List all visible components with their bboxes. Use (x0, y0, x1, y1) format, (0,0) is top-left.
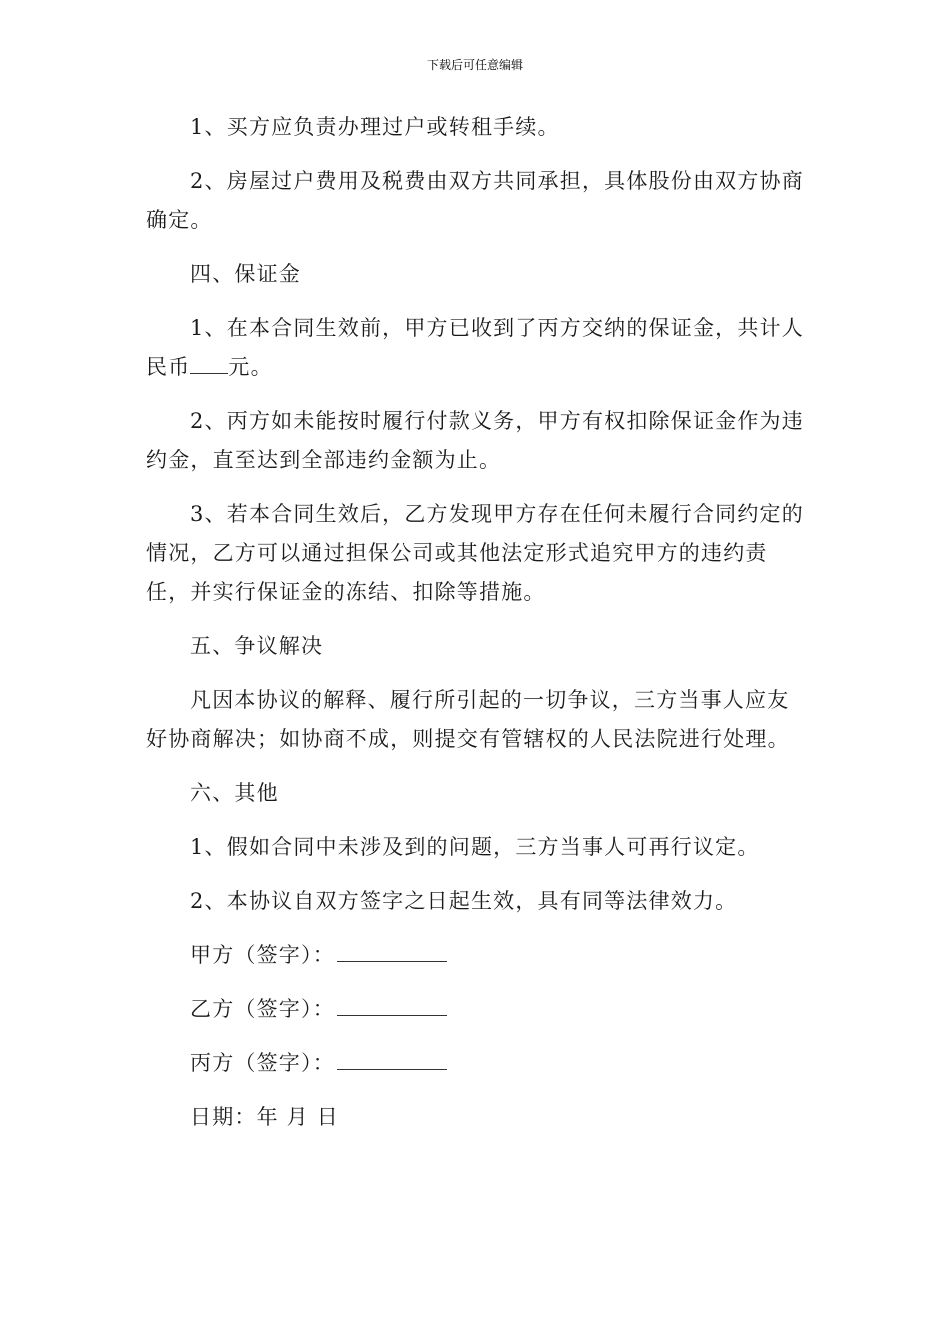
document-body (146, 108, 806, 1137)
signature-party-b (146, 990, 806, 1029)
signature-party-c-label: 丙方（签字）： (190, 1051, 335, 1075)
signature-party-a-label: 甲方（签字）： (190, 943, 335, 967)
signature-party-c (146, 1044, 806, 1083)
section-heading-deposit: 四、保证金 (190, 262, 301, 286)
clause-6-2: 2、本协议自双方签字之日起生效，具有同等法律效力。 (190, 889, 738, 913)
clause-3-1: 1、买方应负责办理过户或转租手续。 (190, 115, 560, 139)
clause-4-1 (146, 309, 806, 387)
signature-party-b-line (337, 993, 447, 1016)
section-heading-dispute: 五、争议解决 (190, 634, 324, 658)
clause-5: 凡因本协议的解释、履行所引起的一切争议，三方当事人应友好协商解决；如协商不成，则提交有管辖权的人民法院进行处理。 (146, 688, 790, 751)
signature-party-a (146, 936, 806, 975)
amount-blank (190, 351, 228, 374)
clause-6-1: 1、假如合同中未涉及到的问题，三方当事人可再行议定。 (190, 835, 760, 859)
signature-date: 日期：年 月 日 (190, 1105, 339, 1129)
clause-3-2: 2、房屋过户费用及税费由双方共同承担，具体股份由双方协商确定。 (146, 169, 804, 232)
clause-4-2: 2、丙方如未能按时履行付款义务，甲方有权扣除保证金作为违约金，直至达到全部违约金额为止。 (146, 409, 804, 472)
clause-4-1-unit: 元。 (228, 355, 273, 379)
page-header: 下载后可任意编辑 (426, 58, 523, 72)
signature-party-c-line (337, 1047, 447, 1070)
clause-4-3: 3、若本合同生效后，乙方发现甲方存在任何未履行合同约定的情况，乙方可以通过担保公司或其他法定形式追究甲方的违约责任，并实行保证金的冻结、扣除等措施。 (146, 502, 804, 604)
clause-4-1-text: 1、在本合同生效前，甲方已收到了丙方交纳的保证金，共计人民币 (146, 316, 804, 379)
signature-party-a-line (337, 939, 447, 962)
section-heading-other: 六、其他 (190, 781, 279, 805)
signature-party-b-label: 乙方（签字）： (190, 997, 335, 1021)
